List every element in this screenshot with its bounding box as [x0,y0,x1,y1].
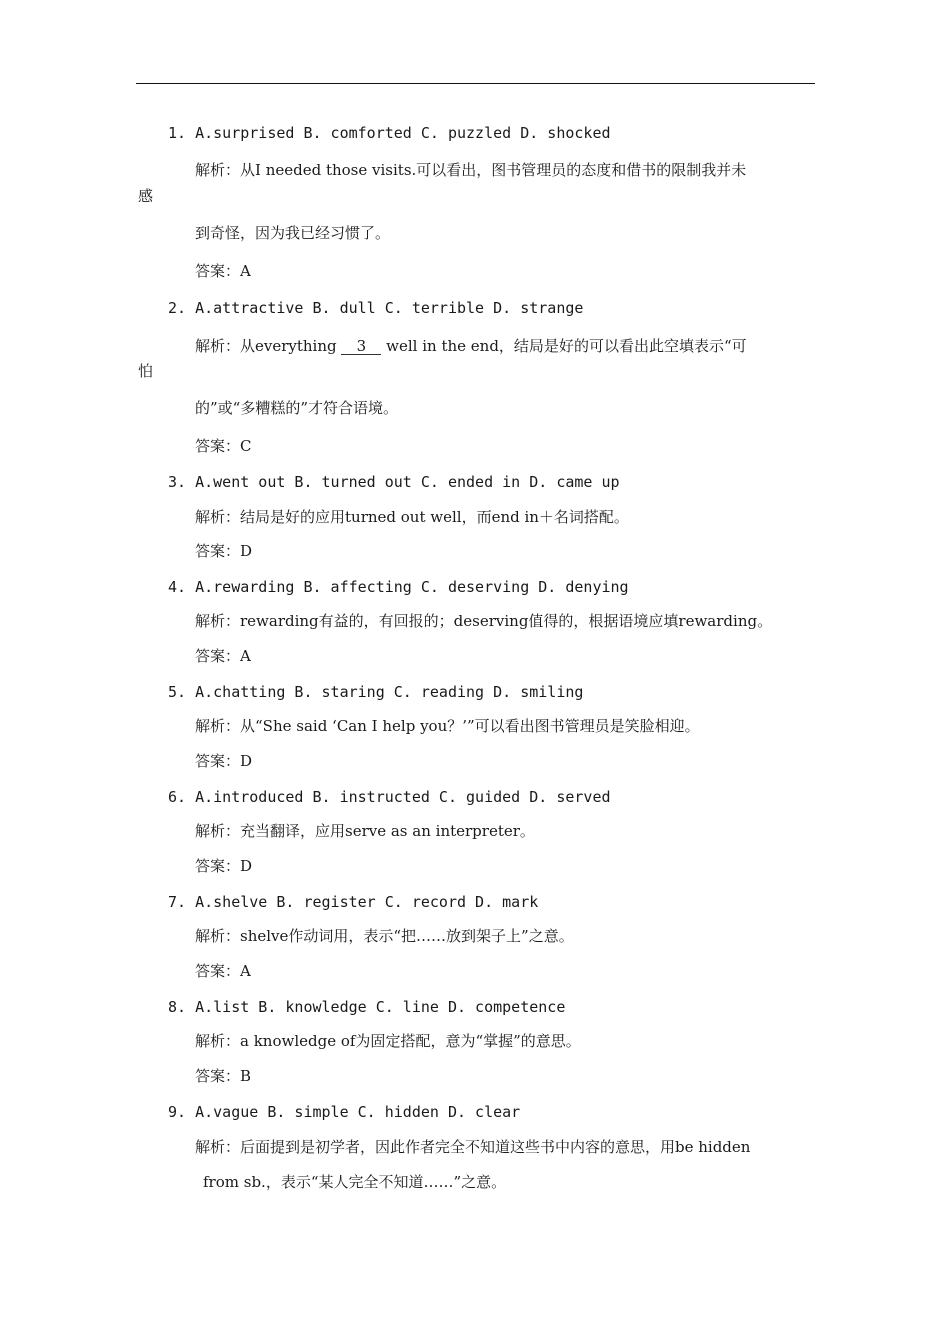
answer-5: 答案：D [195,752,253,770]
analysis-1-line-2: 感 [138,187,154,205]
analysis-8: 解析：a knowledge of为固定搭配，意为“掌握”的意思。 [195,1032,581,1050]
analysis-9-line-1: 解析：后面提到是初学者，因此作者完全不知道这些书中内容的意思，用be hidden [195,1138,751,1156]
analysis-2-line-2: 怕 [138,362,154,380]
question-5: 5. A.chatting B. staring C. reading D. smiling [168,683,584,701]
analysis-1-line-1: 解析：从I needed those visits.可以看出，图书管理员的态度和借书的限制我并未 [195,161,747,179]
question-2: 2. A.attractive B. dull C. terrible D. strange [168,299,584,317]
question-9: 9. A.vague B. simple C. hidden D. clear [168,1103,521,1121]
analysis-2-post: well in the end，结局是好的可以看出此空填表示“可 [381,337,747,355]
answer-3: 答案：D [195,542,253,560]
question-4: 4. A.rewarding B. affecting C. deserving D. denying [168,578,629,596]
analysis-1-line-3: 到奇怪，因为我已经习惯了。 [195,224,391,242]
analysis-3: 解析：结局是好的应用turned out well，而end in＋名词搭配。 [195,508,629,526]
analysis-5: 解析：从“She said ‘Can I help you？’”可以看出图书管理员是笑脸相迎。 [195,717,700,735]
analysis-9-line-2: from sb.，表示“某人完全不知道……”之意。 [203,1173,507,1191]
analysis-6: 解析：充当翻译，应用serve as an interpreter。 [195,822,535,840]
header-rule [136,83,815,84]
answer-4: 答案：A [195,647,251,665]
answer-8: 答案：B [195,1067,252,1085]
analysis-7: 解析：shelve作动词用，表示“把……放到架子上”之意。 [195,927,574,945]
question-3: 3. A.went out B. turned out C. ended in D. came up [168,473,620,491]
blank-3: 3 [341,338,381,355]
question-6: 6. A.introduced B. instructed C. guided D. served [168,788,611,806]
analysis-4: 解析：rewarding有益的，有回报的；deserving值得的，根据语境应填rewarding。 [195,612,773,630]
analysis-2-line-1 [195,336,747,356]
analysis-2-line-3: 的”或“多糟糕的”才符合语境。 [195,399,399,417]
answer-7: 答案：A [195,962,251,980]
question-7: 7. A.shelve B. register C. record D. mark [168,893,539,911]
analysis-2-pre: 解析：从everything [195,337,342,355]
answer-6: 答案：D [195,857,253,875]
question-8: 8. A.list B. knowledge C. line D. competence [168,998,566,1016]
question-1: 1. A.surprised B. comforted C. puzzled D. shocked [168,124,611,142]
answer-2: 答案：C [195,437,252,455]
answer-1: 答案：A [195,262,251,280]
